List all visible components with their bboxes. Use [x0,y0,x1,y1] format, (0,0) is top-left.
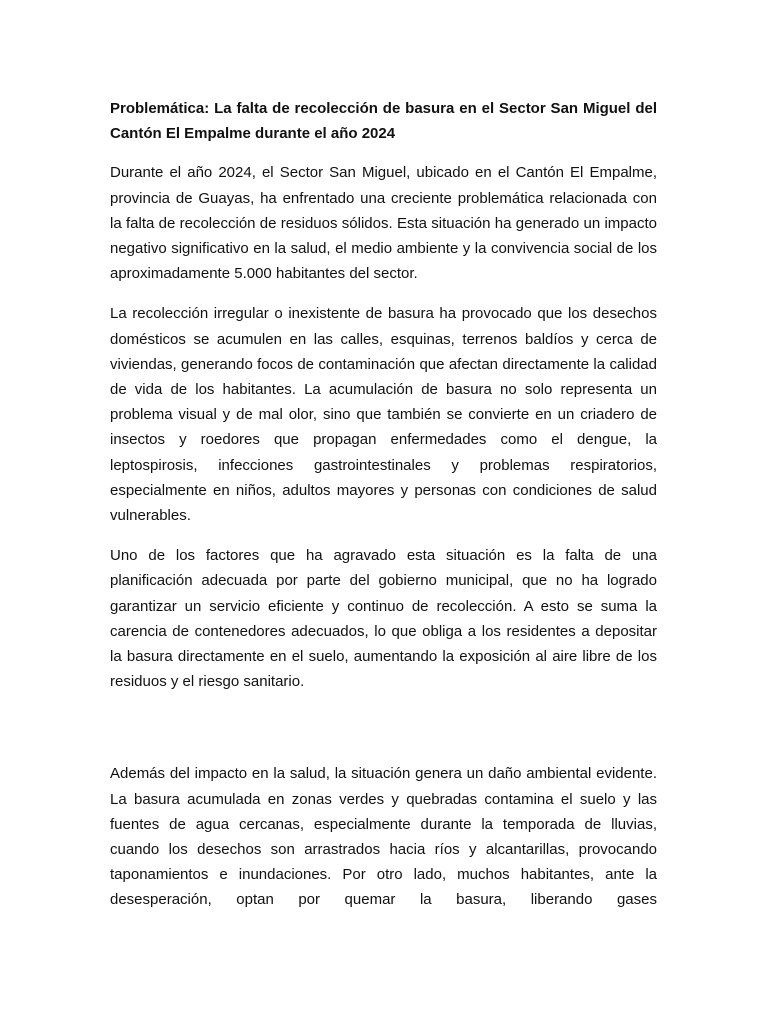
paragraph-4: Además del impacto en la salud, la situación genera un daño ambiental evidente. La basura acumulada en zonas verdes y quebradas contamina el suelo y las fuentes de agua cercanas, especialmente durante la temporada de lluvias, cuando los desechos son arrastrados hacia ríos y alcantarillas, provocando taponamientos e inundaciones. Por otro lado, muchos habitantes, ante la desesperación, optan por quemar la basura, liberando gases [110,765,657,909]
paragraph-3: Uno de los factores que ha agravado esta situación es la falta de una planificación adecuada por parte del gobierno municipal, que no ha logrado garantizar un servicio eficiente y continuo de recolección. A esto se suma la carencia de contenedores adecuados, lo que obliga a los residentes a depositar la basura directamente en el suelo, aumentando la exposición al aire libre de los residuos y el riesgo sanitario. [110,547,657,691]
document-title: Problemática: La falta de recolección de basura en el Sector San Miguel del Cantón El Empalme durante el año 2024 [110,100,657,143]
paragraph-2: La recolección irregular o inexistente de basura ha provocado que los desechos domésticos se acumulen en las calles, esquinas, terrenos baldíos y cerca de viviendas, generando focos de contaminación que afectan directamente la calidad de vida de los habitantes. La acumulación de basura no solo representa un problema visual y de mal olor, sino que también se convierte en un criadero de insectos y roedores que propagan enfermedades como el dengue, la leptospirosis, infecciones gastrointestinales y problemas respiratorios, especialmente en niños, adultos mayores y personas con condiciones de salud vulnerables. [110,305,657,525]
document-body [110,96,657,913]
paragraph-1: Durante el año 2024, el Sector San Miguel, ubicado en el Cantón El Empalme, provincia de Guayas, ha enfrentado una creciente problemática relacionada con la falta de recolección de residuos sólidos. Esta situación ha generado un impacto negativo significativo en la salud, el medio ambiente y la convivencia social de los aproximadamente 5.000 habitantes del sector. [110,164,657,283]
blank-space [110,709,657,761]
